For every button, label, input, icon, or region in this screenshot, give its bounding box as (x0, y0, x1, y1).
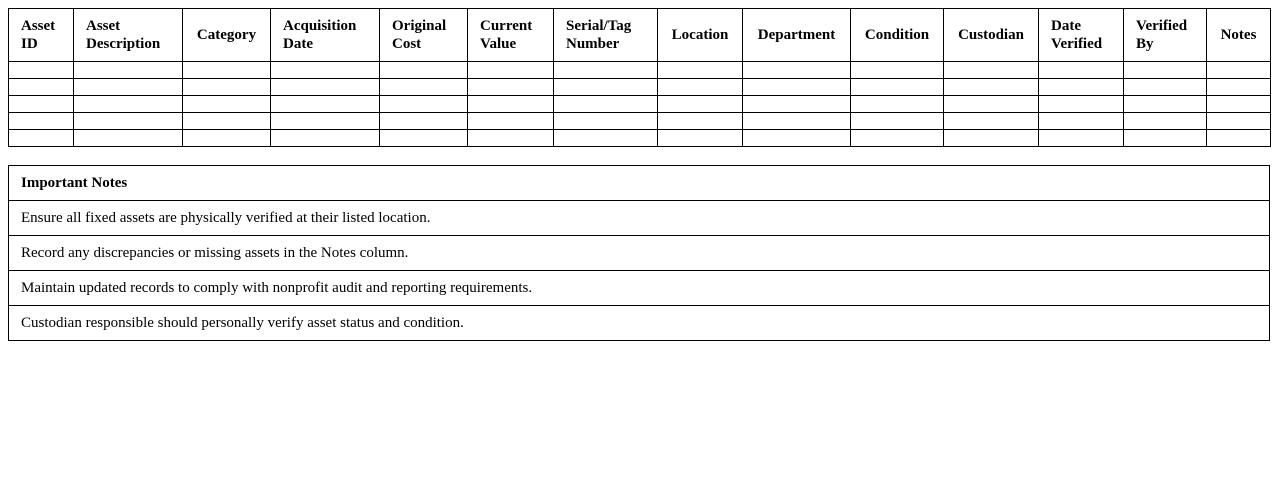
table-cell[interactable] (554, 79, 658, 96)
table-cell[interactable] (468, 79, 554, 96)
table-cell[interactable] (271, 130, 380, 147)
table-cell[interactable] (658, 130, 743, 147)
table-body (9, 62, 1271, 147)
table-cell[interactable] (1039, 96, 1124, 113)
table-cell[interactable] (554, 96, 658, 113)
document-body (8, 8, 1270, 341)
table-cell[interactable] (851, 62, 944, 79)
table-cell[interactable] (658, 96, 743, 113)
column-header-category: Category (183, 9, 271, 62)
table-cell[interactable] (944, 96, 1039, 113)
table-cell[interactable] (851, 130, 944, 147)
table-cell[interactable] (1039, 62, 1124, 79)
table-cell[interactable] (380, 62, 468, 79)
column-header-asset-id: Asset ID (9, 9, 74, 62)
table-cell[interactable] (9, 79, 74, 96)
table-cell[interactable] (1207, 79, 1271, 96)
table-cell[interactable] (1207, 96, 1271, 113)
column-header-notes: Notes (1207, 9, 1271, 62)
table-cell[interactable] (380, 130, 468, 147)
table-cell[interactable] (554, 130, 658, 147)
column-header-original-cost: Original Cost (380, 9, 468, 62)
table-cell[interactable] (944, 113, 1039, 130)
table-cell[interactable] (554, 113, 658, 130)
table-cell[interactable] (554, 62, 658, 79)
table-cell[interactable] (271, 113, 380, 130)
table-cell[interactable] (1039, 113, 1124, 130)
table-cell[interactable] (658, 79, 743, 96)
table-cell[interactable] (1039, 130, 1124, 147)
table-row (9, 130, 1271, 147)
table-cell[interactable] (851, 79, 944, 96)
table-cell[interactable] (183, 79, 271, 96)
column-header-verified-by: Verified By (1124, 9, 1207, 62)
table-cell[interactable] (1039, 79, 1124, 96)
table-cell[interactable] (1207, 130, 1271, 147)
table-cell[interactable] (9, 113, 74, 130)
column-header-acquisition-date: Acquisition Date (271, 9, 380, 62)
table-cell[interactable] (743, 130, 851, 147)
table-cell[interactable] (743, 62, 851, 79)
table-header-row (9, 9, 1271, 62)
note-item: Ensure all fixed assets are physically verified at their listed location. (9, 200, 1269, 235)
column-header-department: Department (743, 9, 851, 62)
table-row (9, 113, 1271, 130)
table-cell[interactable] (658, 113, 743, 130)
table-cell[interactable] (9, 96, 74, 113)
table-cell[interactable] (1207, 62, 1271, 79)
table-cell[interactable] (74, 130, 183, 147)
column-header-date-verified: Date Verified (1039, 9, 1124, 62)
column-header-location: Location (658, 9, 743, 62)
table-cell[interactable] (380, 113, 468, 130)
table-cell[interactable] (468, 130, 554, 147)
table-cell[interactable] (74, 96, 183, 113)
table-cell[interactable] (183, 62, 271, 79)
note-item: Custodian responsible should personally verify asset status and condition. (9, 305, 1269, 340)
table-cell[interactable] (183, 113, 271, 130)
table-cell[interactable] (74, 113, 183, 130)
column-header-serial-tag-number: Serial/Tag Number (554, 9, 658, 62)
table-cell[interactable] (468, 96, 554, 113)
table-cell[interactable] (468, 113, 554, 130)
table-cell[interactable] (271, 96, 380, 113)
important-notes-box (8, 165, 1270, 341)
table-cell[interactable] (944, 79, 1039, 96)
column-header-asset-description: Asset Description (74, 9, 183, 62)
table-row (9, 79, 1271, 96)
table-cell[interactable] (1124, 62, 1207, 79)
asset-verification-table (8, 8, 1271, 147)
table-cell[interactable] (1207, 113, 1271, 130)
table-row (9, 96, 1271, 113)
column-header-custodian: Custodian (944, 9, 1039, 62)
table-cell[interactable] (183, 130, 271, 147)
table-cell[interactable] (271, 79, 380, 96)
table-cell[interactable] (271, 62, 380, 79)
notes-title: Important Notes (21, 175, 128, 191)
table-cell[interactable] (743, 79, 851, 96)
table-cell[interactable] (944, 62, 1039, 79)
note-item: Record any discrepancies or missing assets in the Notes column. (9, 235, 1269, 270)
table-cell[interactable] (658, 62, 743, 79)
table-cell[interactable] (9, 130, 74, 147)
table-cell[interactable] (468, 62, 554, 79)
table-cell[interactable] (74, 62, 183, 79)
table-cell[interactable] (74, 79, 183, 96)
table-cell[interactable] (380, 79, 468, 96)
table-cell[interactable] (1124, 113, 1207, 130)
table-cell[interactable] (1124, 96, 1207, 113)
table-cell[interactable] (743, 96, 851, 113)
column-header-current-value: Current Value (468, 9, 554, 62)
table-row (9, 62, 1271, 79)
note-item: Maintain updated records to comply with nonprofit audit and reporting requirements. (9, 270, 1269, 305)
table-cell[interactable] (380, 96, 468, 113)
table-cell[interactable] (851, 96, 944, 113)
column-header-condition: Condition (851, 9, 944, 62)
table-cell[interactable] (1124, 79, 1207, 96)
table-cell[interactable] (743, 113, 851, 130)
table-cell[interactable] (944, 130, 1039, 147)
table-cell[interactable] (851, 113, 944, 130)
table-cell[interactable] (9, 62, 74, 79)
table-cell[interactable] (1124, 130, 1207, 147)
table-cell[interactable] (183, 96, 271, 113)
